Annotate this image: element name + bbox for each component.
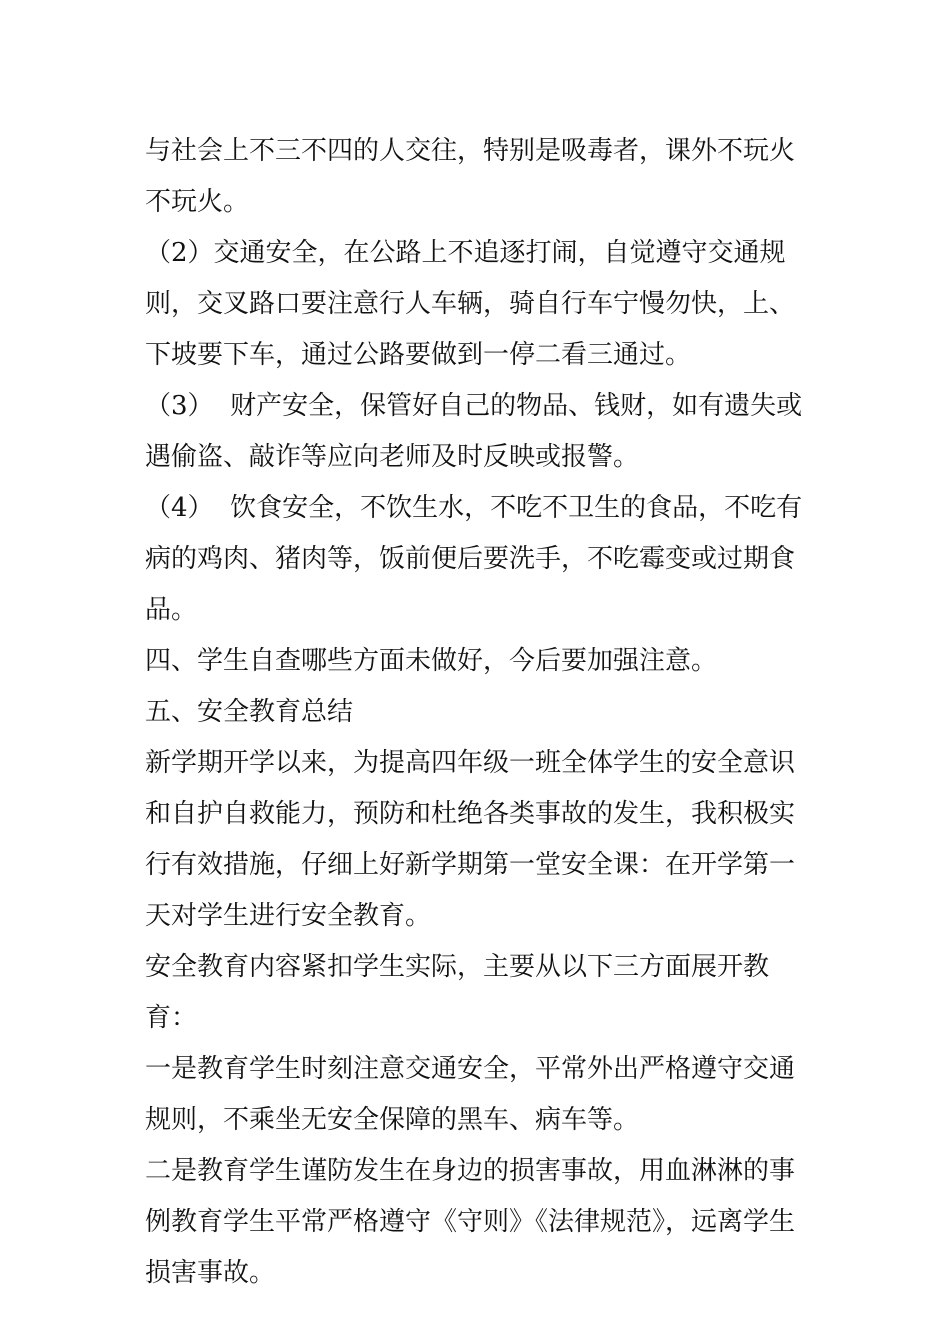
paragraph-content-overview: 安全教育内容紧扣学生实际，主要从以下三方面展开教育： [145,952,770,1033]
paragraph-property-safety: （3） 财产安全，保管好自己的物品、钱财，如有遗失或遇偷盗、敲诈等应向老师及时反映或报警。 [145,391,803,472]
paragraph-food-safety: （4） 饮食安全，不饮生水，不吃不卫生的食品，不吃有病的鸡肉、猪肉等，饭前便后要洗手，不吃霉变或过期食品。 [145,493,803,625]
paragraph-continuation: 与社会上不三不四的人交往，特别是吸毒者，课外不玩火不玩火。 [145,136,796,217]
heading-section-five: 五、安全教育总结 [145,697,354,727]
document-body [145,126,815,1299]
paragraph-point-one: 一是教育学生时刻注意交通安全，平常外出严格遵守交通规则，不乘坐无安全保障的黑车、病车等。 [145,1054,796,1135]
paragraph-point-two: 二是教育学生谨防发生在身边的损害事故，用血淋淋的事例教育学生平常严格遵守《守则》《法律规范》，远离学生损害事故。 [145,1156,796,1288]
paragraph-traffic-safety: （2）交通安全，在公路上不追逐打闹，自觉遵守交通规则，交叉路口要注意行人车辆，骑自行车宁慢勿快，上、下坡要下车，通过公路要做到一停二看三通过。 [145,238,796,370]
paragraph-summary-intro: 新学期开学以来，为提高四年级一班全体学生的安全意识和自护自救能力，预防和杜绝各类事故的发生，我积极实行有效措施，仔细上好新学期第一堂安全课：在开学第一天对学生进行安全教育。 [145,748,796,931]
heading-section-four: 四、学生自查哪些方面未做好，今后要加强注意。 [145,646,718,676]
